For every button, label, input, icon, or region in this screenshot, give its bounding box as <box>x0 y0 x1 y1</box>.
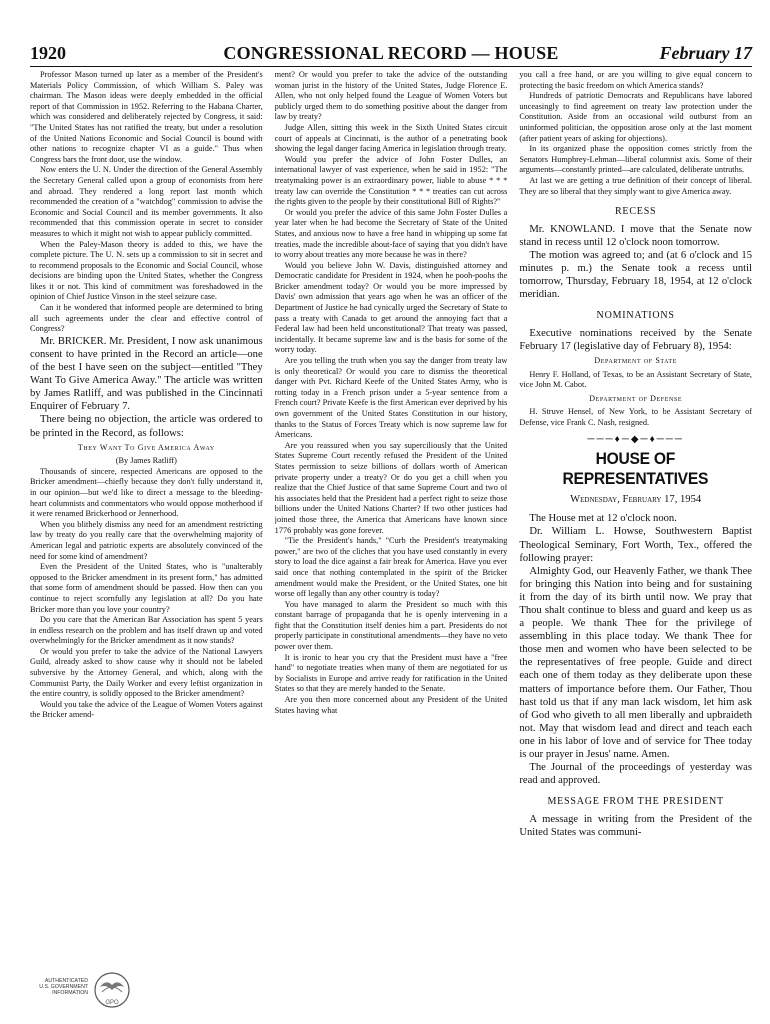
paragraph: When you blithely dismiss any need for an amendment restricting law by treaty do you really care that the overwhelming majority of American legal and patriotic experts are absolutely convinced of the need for some kind of amendment? <box>30 519 263 561</box>
paragraph: Do you care that the American Bar Association has spent 5 years in endless research on the problem and has itself drawn up and voted overwhelmingly for the Bricker amendment as it now stands? <box>30 615 263 646</box>
paragraph: It is ironic to hear you cry that the President must have a "free hand" to negotiate treaties when many of them are negotiated for us by Socialists in Europe and arrive ready for ratification in the United States so that they are merely handed to the Senate. <box>274 652 508 694</box>
paragraph: Or would you prefer to take the advice of the National Lawyers Guild, already asked to show cause why it should not be labeled subversive by the Attorney General, and which, along with the Communist Party, the Daily Worker and every leftist organization in the entire country, is solidly opposed to the Bricker amendment? <box>30 646 263 699</box>
paragraph: you call a free hand, or are you willing to give equal concern to protecting the basic freedom on which America stands? <box>519 70 753 90</box>
dept-state-heading: Department of State <box>594 356 677 366</box>
header-rule <box>30 66 752 67</box>
paragraph: The motion was agreed to; and (at 6 o'clock and 15 minutes p. m.) the Senate took a recess until tomorrow, Thursday, February 18, 1954, at 12 o'clock meridian. <box>519 249 753 301</box>
house-date: Wednesday, February 17, 1954 <box>570 494 702 506</box>
header-date: February 17 <box>659 43 752 63</box>
paragraph: Would you believe John W. Davis, distinguished attorney and Democratic candidate for President in 1924, when he pooh-poohs the Bricker amendment today? Or would you be more impressed by Davis' own admission that years ago when he was an officer of the Department of Justice he had cynically urged the Secretary of State to pass a treaty with Canada to get around the annoying fact that a Federal law had been held unconstitutional? That treaty was passed, incidentally. It became supreme law and is the basis for some of the worry today. <box>274 260 508 355</box>
paragraph: The Journal of the proceedings of yesterday was read and approved. <box>519 762 753 787</box>
nominations-heading: NOMINATIONS <box>596 310 675 322</box>
nominations-intro: Executive nominations received by the Senate February 17 (legislative day of February 8), 1954: <box>519 327 753 352</box>
gpo-authentication-seal <box>36 970 146 1010</box>
header-page-number: 1920 <box>30 43 66 63</box>
paragraph: In its organized phase the opposition comes strictly from the Senators Humphrey-Lehman—liberal columnist axis. Some of their arguments—constantly printed—are calculated, deliberate untruths. <box>519 144 753 175</box>
paragraph: Would you prefer the advice of John Foster Dulles, an international lawyer of vast experience, when he said in 1952: "The treatymaking power is an extraordinary power, liable to abuse * * * treaty law can override the Constitution * * * treaties can cut across the rights given to the people by their constitutional Bill of Rights?" <box>274 154 508 207</box>
paragraph: "Tie the President's hands," "Curb the President's treatymaking power," are two of the cliches that you have used constantly in every story to load the dice against a fair break for America. Have you ever said once that nothing contemplated in the spirit of the Bricker amendment would make the President, or the United States, one bit worse off legally than any other country is today? <box>274 536 508 599</box>
paragraph: Judge Allen, sitting this week in the Sixth United States circuit court of appeals at Cincinnati, is the author of a penetrating book showing the legal danger facing America in legislation through treaty. <box>274 122 508 154</box>
paragraph: Thousands of sincere, respected Americans are opposed to the Bricker amendment—chiefly because they don't fully understand it, in our opinion—but we'd like to direct a message to the bleeding-heart columnists and commentators who would oppose motherhood if it were renamed Brickerhood or Jennerhood. <box>30 466 263 519</box>
paragraph: At last we are getting a true definition of their concept of liberal. They are so liberal that they simply want to give America away. <box>519 175 753 196</box>
paragraph: Can it be wondered that informed people are determined to bring all such agreements under the clear and effective control of Congress? <box>30 303 263 334</box>
paragraph: Henry F. Holland, of Texas, to be an Assistant Secretary of State, vice John M. Cabot. <box>519 369 753 390</box>
paragraph: H. Struve Hensel, of New York, to be Assistant Secretary of Defense, vice Frank C. Nash, resigned. <box>519 407 753 428</box>
paragraph: Now enters the U. N. Under the direction of the General Assembly the Secretary General called upon a group of economists from here and abroad. They rendered a long report last month which recommended the creation of a "watchdog" commission to advise the Economic and Social Council and its member governments. It also recommended that this commission operate in secret to consider measures to which it might not wish to appear publicly committed. <box>30 165 263 238</box>
objection-paragraph: There being no objection, the article was ordered to be printed in the Record, as follows: <box>30 414 263 439</box>
article-byline: (By James Ratliff) <box>115 456 177 466</box>
paragraph: A message in writing from the President of the United States was communi- <box>519 813 753 838</box>
bricker-paragraph: Mr. BRICKER. Mr. President, I now ask unanimous consent to have printed in the Record an article—one of the best I have seen on the subject—entitled "They Want To Give America Away." The article was written by James Ratliff, and was published in the Cincinnati Enquirer of February 7. <box>30 335 263 413</box>
eagle-seal-icon <box>92 970 132 1010</box>
prayer-paragraph: Almighty God, our Heavenly Father, we thank Thee for bringing this Nation into being and for sustaining it from the day of its birth until now. We pray that Thou shalt continue to bless and guard and keep us as a people. We thank Thee for the privilege of assembling in this place today. We thank Thee for those men and women who have been selected to be the representatives of free people. Guide and direct each one of them today as they deliberate upon these matters of importance before them. Our Father, Thou hast told us that if any man lack wisdom, let him ask of God who giveth to all men liberally and upbraideth not. May that wisdom lead and direct and teach each one in his labor of love and of service for Thee today is our prayer in Jesus' name. Amen. <box>519 565 753 760</box>
header-title: CONGRESSIONAL RECORD — HOUSE <box>223 43 559 63</box>
column-1 <box>30 70 263 984</box>
ornament-divider: ───♦─◆─♦─── <box>587 433 684 445</box>
dept-defense-heading: Department of Defense <box>589 393 683 403</box>
article-title: They Want To Give America Away <box>77 442 215 452</box>
house-heading: HOUSE OF REPRESENTATIVES <box>562 449 709 489</box>
paragraph: Or would you prefer the advice of this same John Foster Dulles a year later when he had become the Secretary of State of the United States, and anxious now to have a free hand in whipping up some fat treaties, made the incredible about-face of saying that you didn't have to worry about treaties any more because he was in there? <box>274 207 508 260</box>
text-columns <box>30 70 752 984</box>
gpo-seal-text: AUTHENTICATED U.S. GOVERNMENT INFORMATION <box>39 978 88 997</box>
paragraph: Are you telling the truth when you say the danger from treaty law is only theoretical? Or would you care to dismiss the theoretical danger with Pvt. Richard Keefe of the United States Army, who is rotting today in a French prison under a 5-year sentence from a French court? Private Keefe is the first American ever deprived by his own government of the United States Constitution in our history, thanks to the Status of Forces Treaty which is now supreme law for Americans. <box>274 356 508 440</box>
paragraph: Professor Mason turned up later as a member of the President's Materials Policy Commission, of which William S. Paley was chairman. The Mason ideas were deeply embedded in the official report of that Commission in 1952. Referring to the Habana Charter, which was considered and deliberately rejected by Congress, it said: "The United States has not ratified the treaty, but under a resolution of the United Nations Economic and Social Council is bound with other nations to recognize chapter VI as a guide." Thus when Congress bars the front door, use the window. <box>30 70 263 164</box>
gpo-logo-label: GPO <box>105 1000 119 1006</box>
paragraph: Are you reassured when you say superciliously that the United States Supreme Court recently refused the President of the United States permission to seize billions of dollars worth of American private property under a treaty? Or do you get a chill when you realize that the Chief Justice of that same Supreme Court and two of his associates held that the President had a perfect right to seize those billions under the United Nations Charter? If two other justices had joined those three, the America that Americans have known since 1776 probably was gone forever. <box>274 440 508 535</box>
page-header <box>30 43 752 67</box>
paragraph: You have managed to alarm the President so much with this constant barrage of propaganda that he is openly intervening in a fight that the Constitution itself denies him a part. Presidents do not properly participate in constitutional amendments—they have no veto power over them. <box>274 599 508 652</box>
paragraph: The House met at 12 o'clock noon. <box>529 513 677 525</box>
paragraph: Would you take the advice of the League of Women Voters against the Bricker amend- <box>30 699 263 720</box>
paragraph: ment? Or would you prefer to take the advice of the outstanding woman jurist in the history of the United States, Judge Florence E. Allen, who not only helped found the League of Women Voters but publicly urged them to do something positive about the danger from law by treaty? <box>274 70 508 122</box>
column-3 <box>519 70 752 984</box>
message-heading: MESSAGE FROM THE PRESIDENT <box>547 796 724 808</box>
paragraph: When the Paley-Mason theory is added to this, we have the complete picture. The U. N. sets up a commission to sit in secret and to recommend proposals to the Economic and Social Council, whose decisions are binding upon the United States, whether the Congress likes it or not. This kind of commitment was foreshadowed in the opinion of Chief Justice Vinson in the steel seizure case. <box>30 239 263 302</box>
paragraph: Are you then more concerned about any President of the United States having what <box>274 695 508 715</box>
paragraph: Even the President of the United States, who is "unalterably opposed to the Bricker amendment in its present form," has admitted that some form of amendment should be passed. How then can you continue to reject scornfully any legislation at all? Do you hate Bricker more than you love your country? <box>30 562 263 614</box>
paragraph: Hundreds of patriotic Democrats and Republicans have labored unceasingly to find agreement on treaty law protection under the Constitution. Aside from an occasional wild outburst from an uninformed politician, the opposition arose only at the last moment (after patient years of asking for objections). <box>519 91 753 143</box>
paragraph: Dr. William L. Howse, Southwestern Baptist Theological Seminary, Fort Worth, Tex., offered the following prayer: <box>519 526 753 564</box>
column-2 <box>275 70 508 984</box>
recess-heading: RECESS <box>614 206 657 218</box>
paragraph: Mr. KNOWLAND. I move that the Senate now stand in recess until 12 o'clock noon tomorrow. <box>519 223 753 248</box>
